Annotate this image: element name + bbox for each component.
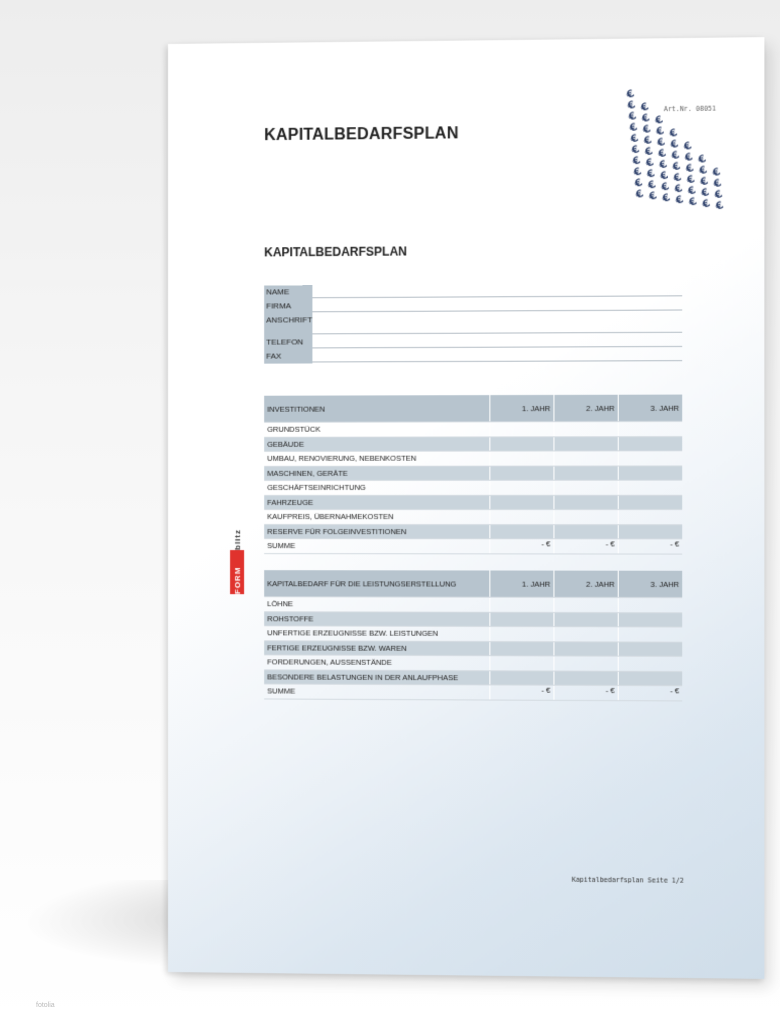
euro-glyph: € <box>711 177 724 191</box>
sum-label: SUMME <box>264 684 490 700</box>
euro-glyph: € <box>668 138 681 152</box>
euro-glyph: € <box>683 151 695 165</box>
value-cell[interactable] <box>618 612 682 627</box>
euro-glyph: € <box>667 127 680 141</box>
value-cell[interactable] <box>618 480 682 495</box>
table-row <box>264 480 682 495</box>
row-label: KAUFPREIS, ÜBERNAHMEKOSTEN <box>264 510 490 525</box>
euro-glyph: € <box>631 154 643 169</box>
table-header-label: KAPITALBEDARF FÜR DIE LEISTUNGSERSTELLUNG <box>264 570 490 597</box>
year-header: 3. JAHR <box>618 571 682 598</box>
row-label: FORDERUNGEN, AUSSENSTÄNDE <box>264 655 490 670</box>
value-cell[interactable] <box>554 627 618 642</box>
value-cell[interactable] <box>618 465 682 480</box>
value-cell[interactable] <box>554 436 618 451</box>
year-header: 1. JAHR <box>490 570 554 597</box>
value-cell[interactable] <box>490 495 554 510</box>
euro-glyph: € <box>647 190 659 204</box>
euro-glyph: € <box>696 153 708 167</box>
euro-glyph: € <box>682 140 694 154</box>
euro-glyph: € <box>639 101 651 115</box>
sum-value: - € <box>490 685 554 700</box>
value-cell[interactable] <box>618 656 682 671</box>
euro-glyph: € <box>686 184 698 198</box>
row-label: GRUNDSTÜCK <box>264 422 490 437</box>
watermark: fotolia <box>36 1002 55 1009</box>
page-footer: Kapitalbedarfsplan Seite 1/2 <box>571 875 684 885</box>
value-cell[interactable] <box>490 466 554 481</box>
value-cell[interactable] <box>490 422 554 437</box>
euro-glyph: € <box>627 121 640 135</box>
euro-glyph: € <box>626 110 639 124</box>
row-label: GESCHÄFTSEINRICHTUNG <box>264 480 490 495</box>
euro-glyph: € <box>624 88 637 102</box>
euro-glyph: € <box>628 132 641 146</box>
value-cell[interactable] <box>490 641 554 656</box>
page-title: KAPITALBEDARFSPLAN <box>264 125 459 145</box>
formblitz-logo <box>230 514 244 594</box>
euro-glyph: € <box>653 114 665 128</box>
value-cell[interactable] <box>554 641 618 656</box>
euro-glyph: € <box>685 173 697 187</box>
euro-glyph: € <box>641 123 653 137</box>
formblitz-logo-blitz: blitz <box>233 529 243 551</box>
euro-glyph: € <box>646 179 658 193</box>
value-cell[interactable] <box>618 451 682 466</box>
info-label: NAME <box>264 285 312 299</box>
investitionen-table <box>264 395 682 555</box>
value-cell[interactable] <box>554 510 618 525</box>
table-header-row <box>264 570 682 597</box>
value-cell[interactable] <box>618 421 682 436</box>
table-row <box>264 640 682 656</box>
value-cell[interactable] <box>490 510 554 525</box>
value-cell[interactable] <box>554 466 618 481</box>
article-number: Art.Nr. 08051 <box>663 104 716 114</box>
value-cell[interactable] <box>554 422 618 437</box>
euro-glyph: € <box>672 182 685 197</box>
row-label: UNFERTIGE ERZEUGNISSE BZW. LEISTUNGEN <box>264 626 490 641</box>
euro-glyph: € <box>658 169 670 183</box>
euro-glyph: € <box>654 125 666 139</box>
euro-glyph: € <box>645 167 657 182</box>
row-label: UMBAU, RENOVIERUNG, NEBENKOSTEN <box>264 451 490 466</box>
euro-glyph: € <box>697 164 709 178</box>
sum-value: - € <box>490 539 554 554</box>
sum-value: - € <box>618 685 682 700</box>
row-label: GEBÄUDE <box>264 436 490 451</box>
euro-glyph: € <box>632 166 644 180</box>
table-row <box>264 655 682 671</box>
euro-glyph: € <box>644 156 656 170</box>
table-row <box>264 495 682 510</box>
euro-glyph: € <box>634 188 646 202</box>
table-header-label: INVESTITIONEN <box>264 395 490 422</box>
value-cell[interactable] <box>490 451 554 466</box>
value-cell[interactable] <box>618 641 682 656</box>
table-row <box>264 451 682 466</box>
sum-value: - € <box>554 539 618 554</box>
value-cell[interactable] <box>618 597 682 612</box>
info-label: ANSCHRIFT <box>264 313 312 335</box>
table-row <box>264 436 682 451</box>
table-row <box>264 465 682 480</box>
leistungserstellung-table <box>264 570 682 701</box>
info-input-line[interactable] <box>312 360 682 362</box>
info-label: FIRMA <box>264 299 312 313</box>
euro-glyph: € <box>674 194 686 208</box>
table-row <box>264 524 682 539</box>
euro-triangle-icon <box>617 88 730 211</box>
row-label: LÖHNE <box>264 597 490 612</box>
value-cell[interactable] <box>490 656 554 671</box>
row-label: MASCHINEN, GERÄTE <box>264 466 490 481</box>
table-row <box>264 626 682 642</box>
euro-glyph: € <box>712 188 725 202</box>
year-header: 1. JAHR <box>490 395 554 422</box>
euro-glyph: € <box>640 112 652 126</box>
euro-glyph: € <box>657 158 669 172</box>
row-label: FAHRZEUGE <box>264 495 490 510</box>
value-cell[interactable] <box>554 612 618 627</box>
sum-row <box>264 684 682 701</box>
euro-glyph: € <box>670 160 683 174</box>
value-cell[interactable] <box>490 480 554 495</box>
value-cell[interactable] <box>490 524 554 539</box>
info-label: FAX <box>264 349 312 363</box>
value-cell[interactable] <box>490 670 554 685</box>
euro-glyph: € <box>629 143 642 157</box>
year-header: 2. JAHR <box>554 571 618 598</box>
value-cell[interactable] <box>554 451 618 466</box>
euro-glyph: € <box>698 175 710 189</box>
table-header-row <box>264 395 682 423</box>
document-page <box>168 37 764 979</box>
euro-glyph: € <box>710 166 723 180</box>
row-label: BESONDERE BELASTUNGEN IN DER ANLAUFPHASE <box>264 669 490 685</box>
euro-glyph: € <box>643 145 655 159</box>
euro-glyph: € <box>714 199 726 213</box>
table-row <box>264 597 682 613</box>
value-cell[interactable] <box>618 495 682 510</box>
value-cell[interactable] <box>554 495 618 510</box>
euro-glyph: € <box>671 171 684 185</box>
section-title: KAPITALBEDARFSPLAN <box>264 244 408 260</box>
table-row <box>264 421 682 436</box>
row-label: ROHSTOFFE <box>264 611 490 626</box>
value-cell[interactable] <box>554 480 618 495</box>
table-row <box>264 611 682 627</box>
row-label: FERTIGE ERZEUGNISSE BZW. WAREN <box>264 640 490 655</box>
value-cell[interactable] <box>618 671 682 686</box>
contact-info-block <box>264 283 682 364</box>
value-cell[interactable] <box>490 626 554 641</box>
euro-glyph: € <box>642 134 654 148</box>
value-cell[interactable] <box>490 612 554 627</box>
table-row <box>264 510 682 525</box>
euro-glyph: € <box>687 196 699 210</box>
value-cell[interactable] <box>618 627 682 642</box>
value-cell[interactable] <box>618 510 682 525</box>
value-cell[interactable] <box>490 436 554 451</box>
euro-glyph: € <box>700 197 712 212</box>
year-header: 2. JAHR <box>554 395 618 422</box>
sum-row <box>264 539 682 554</box>
sum-value: - € <box>618 539 682 554</box>
sum-label: SUMME <box>264 539 490 554</box>
value-cell[interactable] <box>554 597 618 612</box>
row-label: RESERVE FÜR FOLGEINVESTITIONEN <box>264 524 490 539</box>
formblitz-logo-form: FORM <box>233 566 243 595</box>
euro-glyph: € <box>633 177 645 191</box>
value-cell[interactable] <box>554 524 618 539</box>
info-row <box>264 312 682 336</box>
value-cell[interactable] <box>554 656 618 671</box>
value-cell[interactable] <box>554 671 618 686</box>
value-cell[interactable] <box>490 597 554 612</box>
info-label: TELEFON <box>264 335 312 349</box>
euro-glyph: € <box>684 162 696 176</box>
value-cell[interactable] <box>618 524 682 539</box>
euro-glyph: € <box>659 181 671 195</box>
sum-value: - € <box>554 685 618 700</box>
year-header: 3. JAHR <box>618 395 682 422</box>
euro-glyph: € <box>699 186 711 200</box>
euro-glyph: € <box>625 99 638 113</box>
value-cell[interactable] <box>618 436 682 451</box>
euro-glyph: € <box>656 147 668 161</box>
info-row <box>264 348 682 364</box>
euro-glyph: € <box>660 192 672 206</box>
euro-glyph: € <box>655 136 667 150</box>
euro-glyph: € <box>669 149 682 163</box>
